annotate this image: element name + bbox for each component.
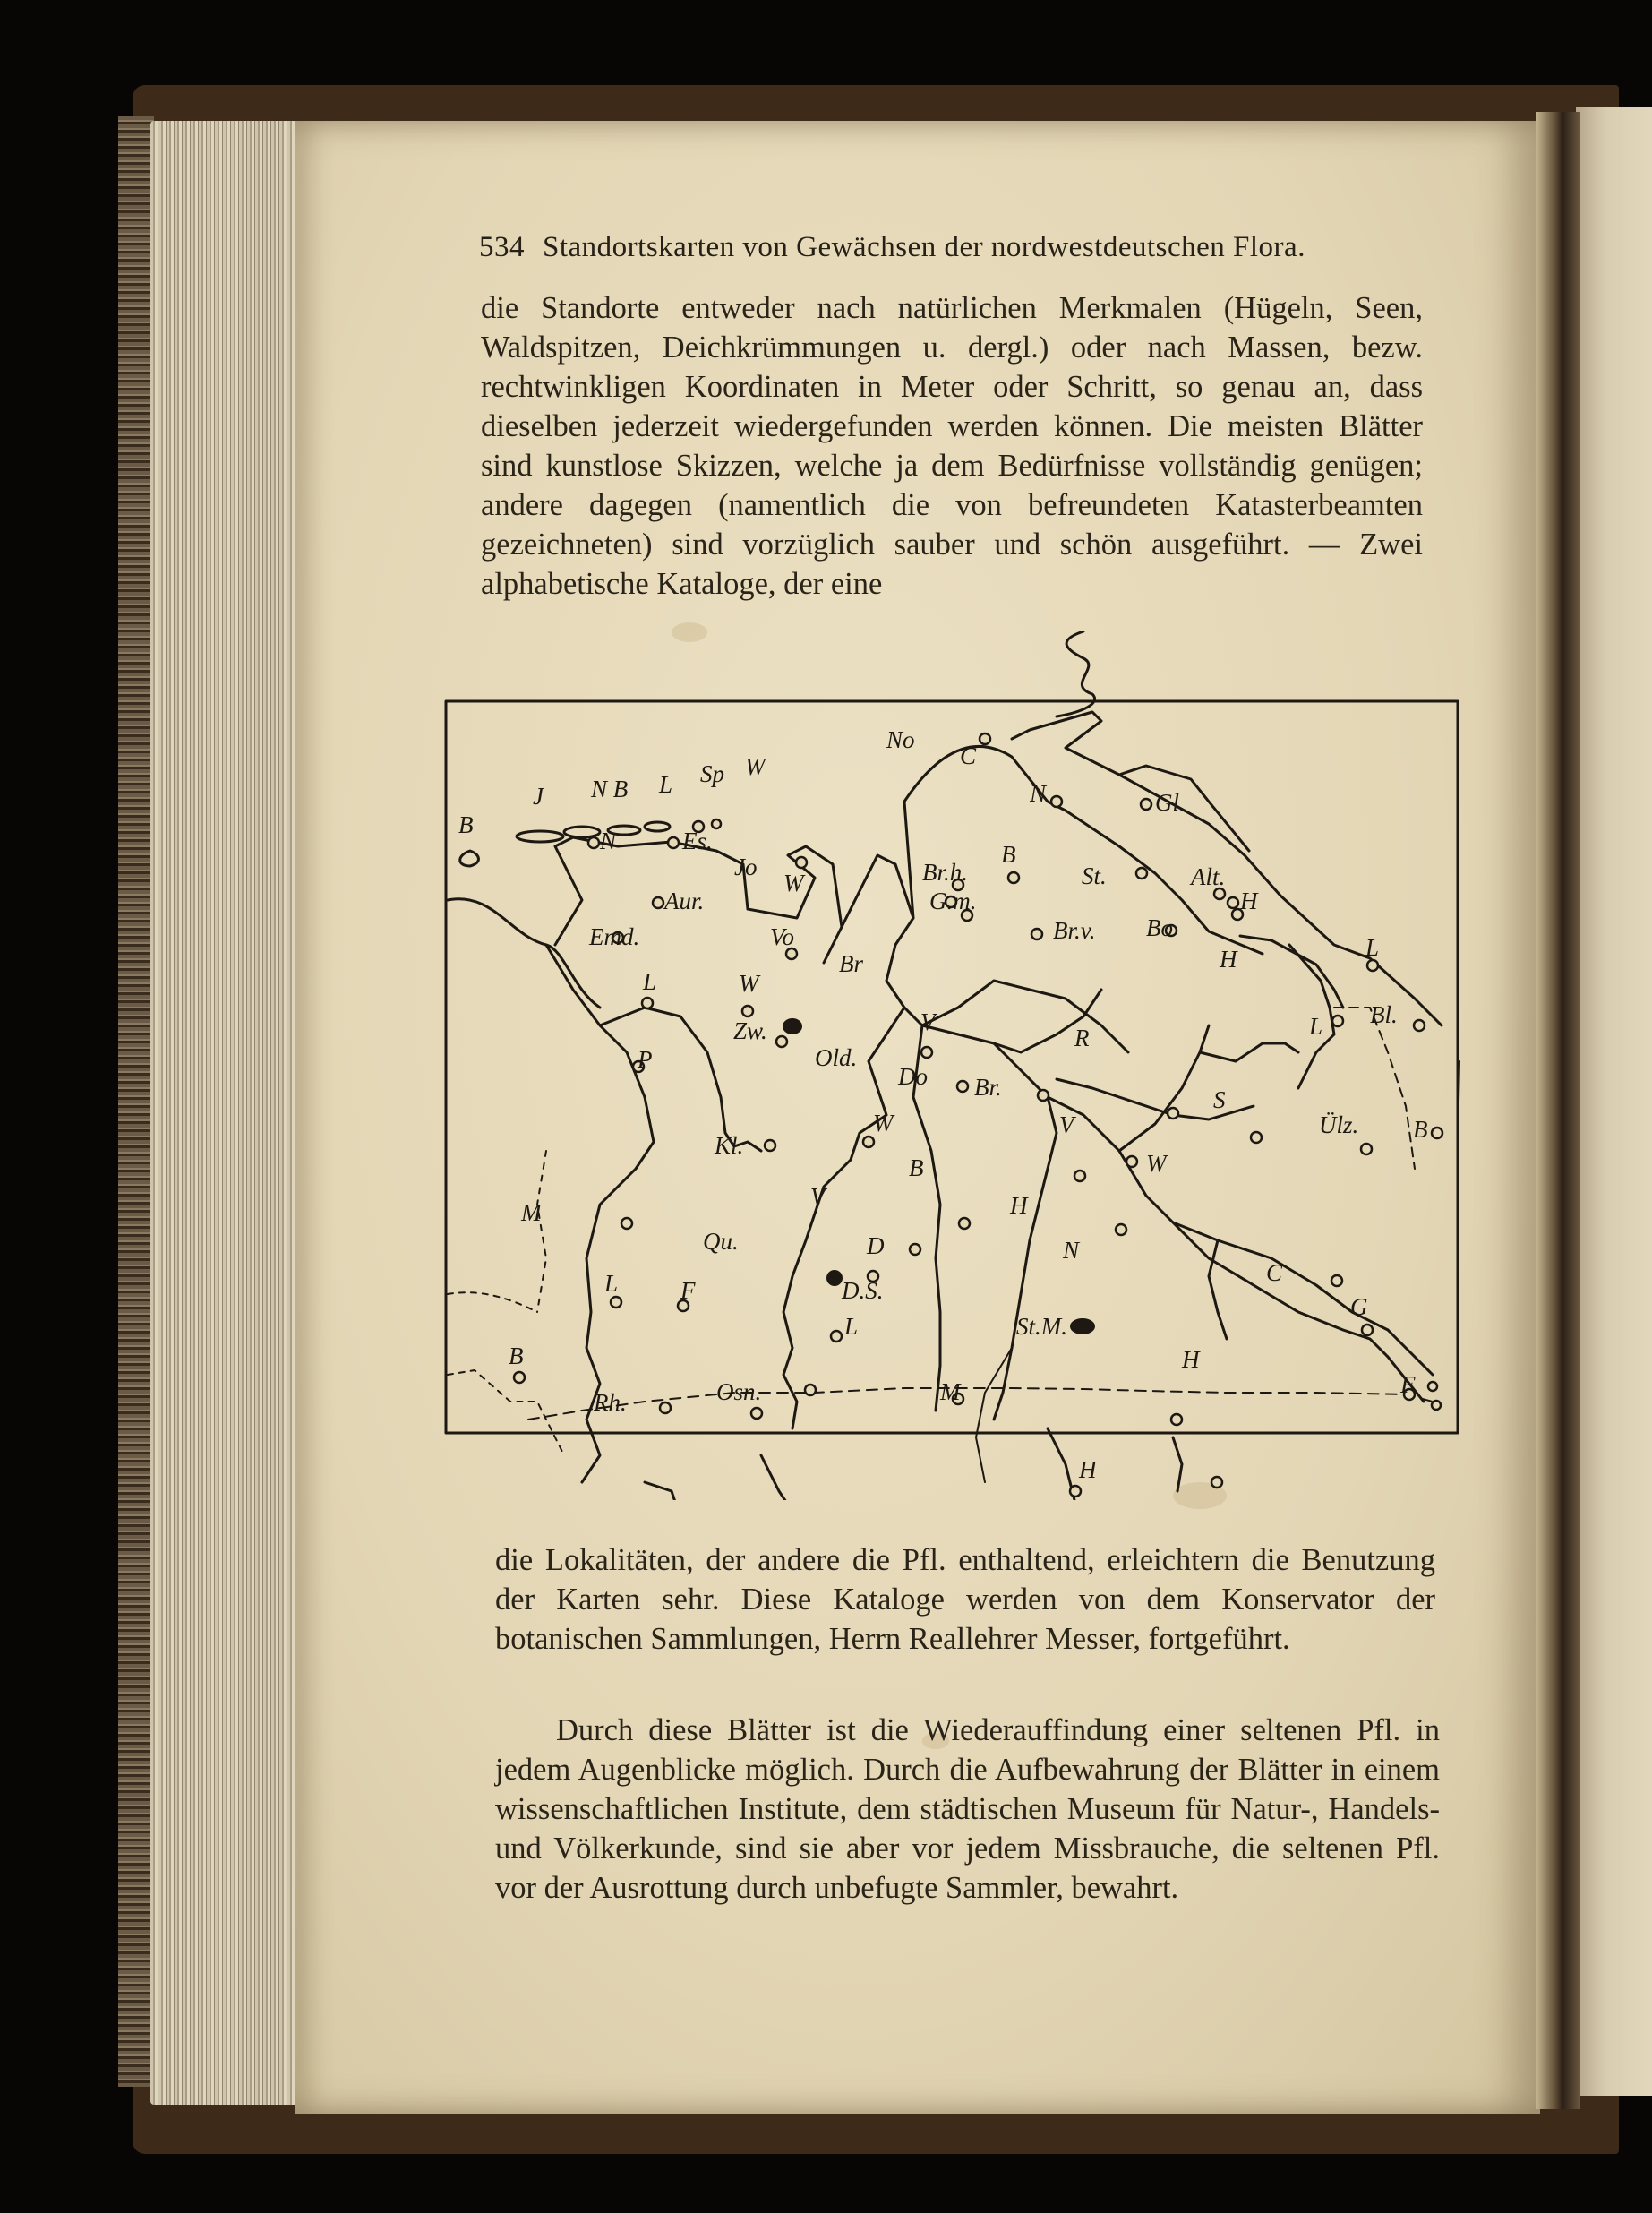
map-frame (446, 701, 1458, 1433)
map-label: Vo (770, 923, 794, 950)
map-label: W (745, 753, 766, 780)
map-label: H (1010, 1192, 1028, 1219)
map-label: Br.h. (922, 859, 969, 886)
map-label: N (1030, 780, 1047, 807)
map-label: D (867, 1232, 885, 1259)
map-label: Sp (700, 760, 724, 787)
paragraph-1: die Standorte entweder nach natürlichen Merkmalen (Hügeln, Seen, Waldspitzen, Deichkrümmungen u. dergl.) oder nach Massen, bezw. rechtwinkligen Koordinaten in Meter oder Schritt, so genau an, dass dieselben jederzeit wiedergefunden werden können. Die meisten Blätter sind kunstlose Skizzen, welche ja dem Bedürfnisse vollständig genügen; andere dagegen (namentlich die von befreundeten Katasterbeamten gezeichneten) sind vorzüglich sauber und schön ausgeführt. — Zwei alphabetische Kataloge, der eine (481, 291, 1423, 601)
map-label: D.S. (842, 1277, 884, 1304)
map-label: Br (839, 950, 863, 977)
map-label: St.M. (1016, 1313, 1067, 1340)
map-label: Bl. (1370, 1001, 1398, 1028)
map-label: B (1413, 1116, 1428, 1143)
map-label: V (810, 1183, 826, 1210)
map-label: B (458, 811, 474, 838)
map-label: Zw. (733, 1017, 767, 1044)
map-label: L (1365, 934, 1380, 961)
coastline-west (448, 899, 600, 1008)
map-label: Gl. (1155, 789, 1186, 816)
running-title: Standortskarten von Gewächsen der nordwestdeutschen Flora. (543, 231, 1305, 263)
page-edges (150, 121, 312, 2105)
map-label: Rh. (594, 1389, 627, 1416)
map-label: W (873, 1110, 894, 1137)
map-label: L (643, 968, 657, 995)
map-label: Osn. (716, 1378, 762, 1405)
map-label: Do (898, 1063, 928, 1090)
map-label: Alt. (1191, 863, 1226, 890)
map-label: Bo (1146, 914, 1173, 941)
map-label: J (533, 783, 544, 810)
map-label: M (521, 1199, 542, 1226)
map-label: H (1240, 888, 1258, 914)
map-label: G (1350, 1293, 1368, 1320)
map-label: W (739, 970, 759, 997)
map-label: Jo (734, 853, 758, 880)
map-label: P (638, 1046, 653, 1073)
map-label: Es. (682, 828, 713, 854)
map-label: N B (591, 776, 629, 802)
weser-coast (904, 746, 1066, 918)
map-label: Kl. (715, 1132, 744, 1159)
map-label: Emd. (589, 923, 640, 950)
map-label: No (886, 726, 915, 753)
facing-page (1576, 107, 1652, 2096)
map-label: St. (1082, 862, 1107, 889)
map-label: M (940, 1378, 961, 1405)
map-label: B (1001, 841, 1016, 868)
map-label: C (1266, 1259, 1283, 1286)
location-map-figure (439, 631, 1540, 1500)
map-label: N (600, 828, 617, 854)
running-header (479, 231, 1374, 264)
map-label: Qu. (703, 1228, 739, 1255)
map-label: L (604, 1270, 619, 1297)
page-number: 534 (479, 231, 525, 263)
map-label: Br.v. (1053, 917, 1096, 944)
map-label: B (909, 1154, 924, 1181)
map-label: G.m. (929, 888, 977, 914)
map-label: H (1220, 946, 1237, 973)
location-map (439, 631, 1540, 1500)
map-label: N (1063, 1237, 1080, 1264)
map-label: R (1074, 1025, 1090, 1051)
map-label: W (1146, 1150, 1167, 1177)
map-label: Old. (815, 1044, 858, 1071)
map-label: L (659, 771, 673, 798)
jade-bay (748, 846, 842, 963)
map-label: C (960, 742, 977, 769)
map-label: V (1059, 1111, 1074, 1138)
map-label: W (783, 870, 804, 896)
map-label: S (1213, 1086, 1226, 1113)
map-label: Br. (974, 1074, 1002, 1101)
paragraph-3-text: Durch diese Blätter ist die Wiederauffindung einer seltenen Pfl. in jedem Augenblicke möglich. Durch die Aufbewahrung der Blätter in einem wissenschaftlichen Institute, dem städtischen Museum für Natur-, Handels- und Völkerkunde, sind sie aber vor jedem Missbrauche, die seltenen Pfl. vor der Ausrottung durch unbefugte Sammler, bewahrt. (495, 1713, 1440, 1905)
paragraph-2: die Lokalitäten, der andere die Pfl. enthaltend, erleichtern die Benutzung der Karten sehr. Diese Kataloge werden von dem Konservator der botanischen Sammlungen, Herrn Reallehrer Messer, fortgeführt. (495, 1543, 1435, 1656)
map-label: Ülz. (1319, 1111, 1359, 1138)
map-label: L (844, 1313, 859, 1340)
map-label: V (920, 1008, 936, 1035)
map-label: Aur. (664, 888, 705, 914)
map-label: F (680, 1277, 696, 1304)
map-label: H (1182, 1346, 1200, 1373)
map-label: L (1309, 1013, 1323, 1040)
map-label: F (1400, 1371, 1416, 1398)
weser-river (922, 1025, 1388, 1330)
hunte-south (994, 1097, 1057, 1420)
map-label: B (509, 1342, 524, 1369)
book-spine-edge (118, 116, 154, 2087)
aller-river (1173, 1222, 1388, 1357)
map-label: H (1079, 1456, 1097, 1483)
paragraph-3 (495, 1711, 1440, 1908)
elbe-river (1057, 631, 1095, 716)
page-gutter (1536, 112, 1580, 2109)
